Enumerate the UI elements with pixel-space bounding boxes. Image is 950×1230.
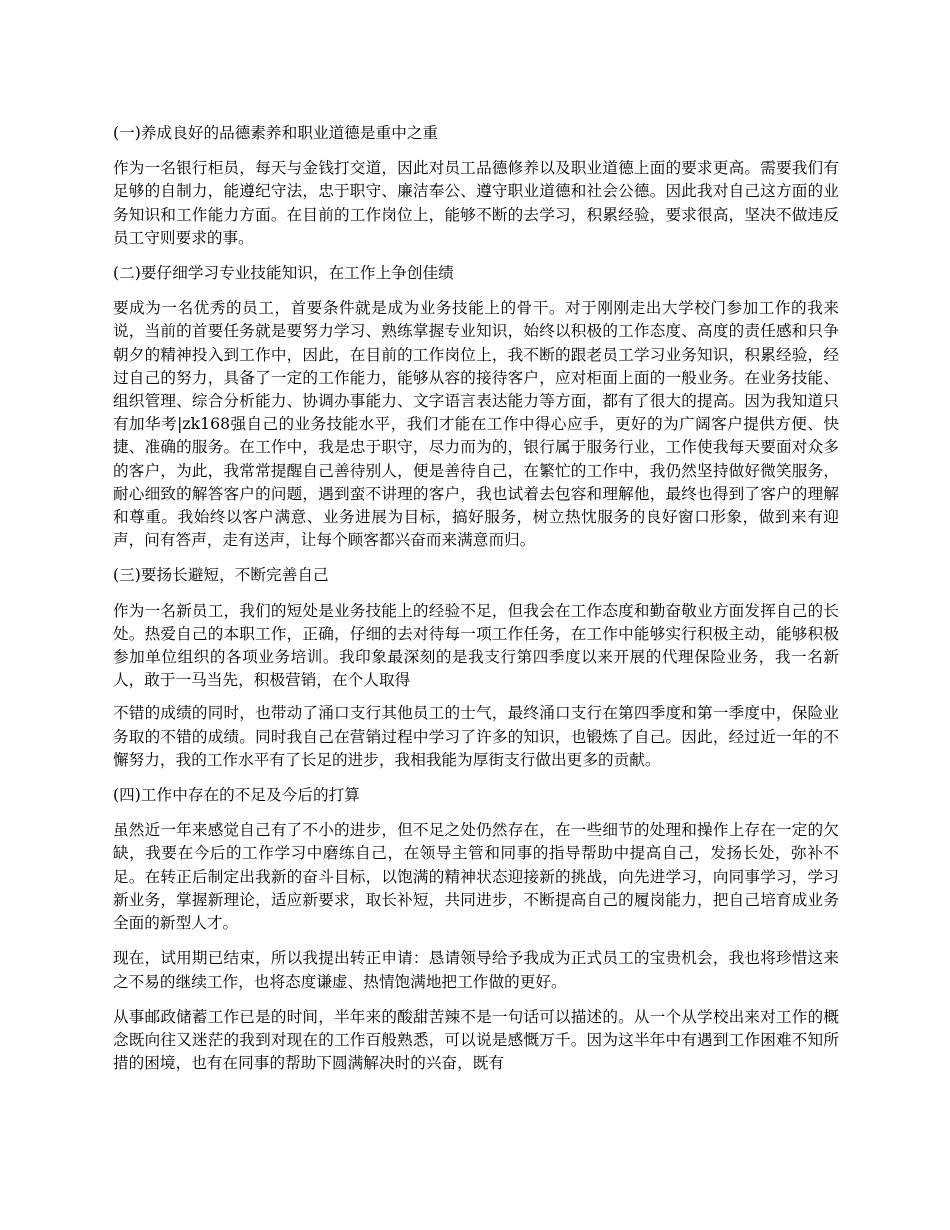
- section-3-paragraph-2: 不错的成绩的同时，也带动了涌口支行其他员工的士气，最终涌口支行在第四季度和第一季度中，保险业务取的不错的成绩。同时我自己在营销过程中学习了许多的知识，也锻炼了自己。因此，经过近一年的不懈努力，我的工作水平有了长足的进步，我相我能为厚街支行做出更多的贡献。: [113, 704, 839, 769]
- section-2-paragraph-1: 要成为一名优秀的员工，首要条件就是成为业务技能上的骨干。对于刚刚走出大学校门参加工作的我来说，当前的首要任务就是要努力学习、熟练掌握专业知识，始终以积极的工作态度、高度的责任感和只争朝夕的精神投入到工作中，因此，在目前的工作岗位上，我不断的跟老员工学习业务知识，积累经验，经过自己的努力，具备了一定的工作能力，能够从容的接待客户，应对柜面上面的一般业务。在业务技能、组织管理、综合分析能力、协调办事能力、文字语言表达能力等方面，都有了很大的提高。因为我知道只有加华考|zk168强自己的业务技能水平，我们才能在工作中得心应手，更好的为广阔客户提供方便、快捷、准确的服务。在工作中，我是忠于职守，尽力而为的，银行属于服务行业，工作使我每天要面对众多的客户，为此，我常常提醒自己善待别人，便是善待自己，在繁忙的工作中，我仍然坚持做好微笑服务，耐心细致的解答客户的问题，遇到蛮不讲理的客户，我也试着去包容和理解他，最终也得到了客户的理解和尊重。我始终以客户满意、业务进展为目标，搞好服务，树立热忱服务的良好窗口形象，做到来有迎声，问有答声，走有送声，让每个顾客都兴奋而来满意而归。: [113, 299, 839, 550]
- section-1-heading: (一)养成良好的品德素养和职业道德是重中之重: [113, 124, 439, 142]
- section-4-paragraph-2: 现在，试用期已结束，所以我提出转正申请：恳请领导给予我成为正式员工的宝贵机会，我也将珍惜这来之不易的继续工作，也将态度谦虚、热情饱满地把工作做的更好。: [113, 949, 839, 991]
- document-body: [113, 122, 839, 1087]
- section-3-paragraph-1: 作为一名新员工，我们的短处是业务技能上的经验不足，但我会在工作态度和勤奋敬业方面发挥自己的长处。热爱自己的本职工作，正确，仔细的去对待每一项工作任务，在工作中能够实行积极主动，能够积极参加单位组织的各项业务培训。我印象最深刻的是我支行第四季度以来开展的代理保险业务，我一名新人，敢于一马当先，积极营销，在个人取得: [113, 601, 839, 690]
- section-1-paragraph-1: 作为一名银行柜员，每天与金钱打交道，因此对员工品德修养以及职业道德上面的要求更高。需要我们有足够的自制力，能遵纪守法，忠于职守、廉洁奉公、遵守职业道德和社会公德。因此我对自己这方面的业务知识和工作能力方面。在目前的工作岗位上，能够不断的去学习，积累经验，要求很高，坚决不做违反员工守则要求的事。: [113, 159, 839, 247]
- section-4-heading: (四)工作中存在的不足及今后的打算: [113, 786, 360, 805]
- section-3-heading: (三)要扬长避短，不断完善自己: [113, 566, 329, 585]
- section-2-heading: (二)要仔细学习专业技能知识，在工作上争创佳绩: [113, 264, 454, 283]
- section-4-paragraph-3: 从事邮政储蓄工作已是的时间，半年来的酸甜苦辣不是一句话可以描述的。从一个从学校出来对工作的概念既向往又迷茫的我到对现在的工作百般熟悉，可以说是感慨万千。因为这半年中有遇到工作困难不知所措的困境，也有在同事的帮助下圆满解决时的兴奋，既有: [113, 1007, 839, 1073]
- section-4-paragraph-1: 虽然近一年来感觉自己有了不小的进步，但不足之处仍然存在，在一些细节的处理和操作上存在一定的欠缺，我要在今后的工作学习中磨练自己，在领导主管和同事的指导帮助中提高自己，发扬长处，弥补不足。在转正后制定出我新的奋斗目标，以饱满的精神状态迎接新的挑战，向先进学习，向同事学习，学习新业务，掌握新理论，适应新要求，取长补短，共同进步，不断提高自己的履岗能力，把自己培育成业务全面的新型人才。: [113, 821, 839, 933]
